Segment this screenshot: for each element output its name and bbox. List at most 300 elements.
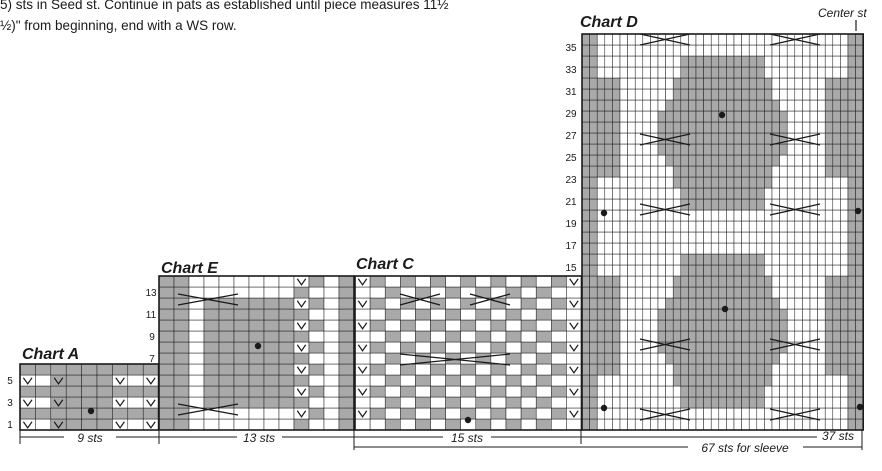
grid-cell: [764, 34, 772, 45]
grid-cell: [143, 364, 158, 375]
grid-cell: [681, 188, 689, 199]
grid-cell: [324, 320, 339, 331]
grid-cell: [385, 419, 400, 430]
grid-cell: [339, 287, 354, 298]
grid-cell: [742, 364, 750, 375]
grid-cell: [189, 331, 204, 342]
grid-cell: [704, 45, 712, 56]
grid-cell: [355, 287, 370, 298]
grid-cell: [833, 342, 841, 353]
grid-cell: [810, 397, 818, 408]
grid-cell: [780, 100, 788, 111]
grid-cell: [628, 298, 636, 309]
grid-cell: [757, 100, 765, 111]
grid-cell: [461, 331, 476, 342]
grid-cell: [597, 111, 605, 122]
grid-cell: [612, 177, 620, 188]
grid-cell: [757, 89, 765, 100]
grid-cell: [643, 276, 651, 287]
grid-cell: [658, 100, 666, 111]
grid-cell: [385, 386, 400, 397]
grid-cell: [204, 276, 219, 287]
grid-cell: [802, 331, 810, 342]
grid-cell: [757, 353, 765, 364]
grid-cell: [461, 309, 476, 320]
grid-cell: [415, 419, 430, 430]
grid-cell: [726, 254, 734, 265]
grid-cell: [189, 364, 204, 375]
grid-cell: [818, 386, 826, 397]
grid-cell: [726, 111, 734, 122]
row-number: 5: [7, 376, 13, 387]
grid-cell: [385, 298, 400, 309]
grid-cell: [590, 386, 598, 397]
grid-cell: [635, 397, 643, 408]
grid-cell: [370, 419, 385, 430]
grid-cell: [279, 287, 294, 298]
grid-cell: [802, 122, 810, 133]
grid-cell: [385, 375, 400, 386]
grid-cell: [551, 364, 566, 375]
grid-cell: [764, 78, 772, 89]
grid-cell: [339, 386, 354, 397]
grid-cell: [795, 375, 803, 386]
grid-cell: [711, 353, 719, 364]
grid-cell: [385, 397, 400, 408]
grid-cell: [787, 100, 795, 111]
grid-cell: [174, 309, 189, 320]
grid-cell: [400, 309, 415, 320]
grid-cell: [385, 309, 400, 320]
grid-cell: [810, 122, 818, 133]
grid-cell: [772, 155, 780, 166]
grid-cell: [635, 364, 643, 375]
grid-cell: [787, 331, 795, 342]
grid-cell: [711, 122, 719, 133]
grid-cell: [688, 111, 696, 122]
grid-cell: [764, 111, 772, 122]
grid-cell: [97, 375, 112, 386]
grid-cell: [204, 364, 219, 375]
grid-cell: [734, 67, 742, 78]
grid-cell: [628, 144, 636, 155]
grid-cell: [628, 34, 636, 45]
grid-cell: [174, 287, 189, 298]
grid-cell: [590, 155, 598, 166]
grid-cell: [658, 320, 666, 331]
grid-cell: [582, 298, 590, 309]
grid-cell: [688, 287, 696, 298]
grid-cell: [795, 221, 803, 232]
grid-cell: [764, 188, 772, 199]
grid-cell: [628, 254, 636, 265]
grid-cell: [590, 320, 598, 331]
grid-cell: [818, 265, 826, 276]
grid-cell: [833, 34, 841, 45]
grid-cell: [234, 397, 249, 408]
grid-cell: [324, 419, 339, 430]
grid-cell: [666, 265, 674, 276]
grid-cell: [688, 364, 696, 375]
grid-cell: [605, 342, 613, 353]
grid-cell: [734, 265, 742, 276]
grid-cell: [749, 419, 757, 430]
grid-cell: [856, 100, 864, 111]
grid-cell: [825, 254, 833, 265]
grid-cell: [711, 331, 719, 342]
grid-cell: [825, 111, 833, 122]
grid-cell: [635, 221, 643, 232]
grid-cell: [719, 133, 727, 144]
grid-cell: [688, 419, 696, 430]
grid-cell: [673, 331, 681, 342]
grid-cell: [370, 408, 385, 419]
grid-cell: [521, 331, 536, 342]
grid-cell: [856, 265, 864, 276]
grid-cell: [189, 353, 204, 364]
grid-cell: [673, 144, 681, 155]
grid-cell: [726, 34, 734, 45]
grid-cell: [551, 309, 566, 320]
grid-cell: [772, 210, 780, 221]
grid-cell: [825, 144, 833, 155]
grid-cell: [204, 386, 219, 397]
grid-cell: [643, 386, 651, 397]
grid-cell: [309, 298, 324, 309]
grid-cell: [734, 254, 742, 265]
grid-cell: [415, 331, 430, 342]
grid-cell: [704, 177, 712, 188]
grid-cell: [536, 419, 551, 430]
grid-cell: [597, 353, 605, 364]
grid-cell: [582, 287, 590, 298]
grid-cell: [840, 265, 848, 276]
grid-cell: [658, 67, 666, 78]
grid-cell: [431, 408, 446, 419]
grid-cell: [66, 364, 81, 375]
grid-cell: [415, 342, 430, 353]
grid-cell: [810, 298, 818, 309]
grid-cell: [249, 320, 264, 331]
grid-cell: [128, 364, 143, 375]
grid-cell: [696, 276, 704, 287]
grid-cell: [339, 309, 354, 320]
grid-cell: [848, 309, 856, 320]
grid-cell: [159, 331, 174, 342]
grid-cell: [635, 353, 643, 364]
grid-cell: [726, 45, 734, 56]
grid-cell: [833, 243, 841, 254]
grid-cell: [582, 309, 590, 320]
chart-e-title: Chart E: [161, 260, 218, 277]
row-number: 13: [145, 288, 157, 299]
grid-cell: [590, 331, 598, 342]
grid-cell: [780, 298, 788, 309]
grid-cell: [726, 287, 734, 298]
grid-cell: [802, 232, 810, 243]
grid-cell: [742, 34, 750, 45]
grid-cell: [174, 342, 189, 353]
grid-cell: [726, 276, 734, 287]
grid-cell: [612, 254, 620, 265]
grid-cell: [742, 342, 750, 353]
grid-cell: [309, 375, 324, 386]
grid-cell: [848, 232, 856, 243]
grid-cell: [597, 265, 605, 276]
grid-cell: [848, 386, 856, 397]
grid-cell: [688, 232, 696, 243]
grid-cell: [848, 397, 856, 408]
grid-cell: [635, 100, 643, 111]
grid-cell: [825, 122, 833, 133]
grid-cell: [264, 320, 279, 331]
grid-cell: [802, 386, 810, 397]
grid-cell: [35, 397, 50, 408]
grid-cell: [856, 276, 864, 287]
grid-cell: [521, 408, 536, 419]
grid-cell: [711, 34, 719, 45]
grid-cell: [787, 375, 795, 386]
grid-cell: [848, 45, 856, 56]
grid-cell: [681, 232, 689, 243]
grid-cell: [772, 89, 780, 100]
grid-cell: [704, 287, 712, 298]
grid-cell: [833, 408, 841, 419]
grid-cell: [174, 276, 189, 287]
grid-cell: [742, 166, 750, 177]
grid-cell: [787, 144, 795, 155]
grid-cell: [566, 397, 581, 408]
grid-cell: [605, 386, 613, 397]
grid-cell: [840, 78, 848, 89]
grid-cell: [764, 265, 772, 276]
grid-cell: [635, 375, 643, 386]
grid-cell: [339, 320, 354, 331]
grid-cell: [795, 122, 803, 133]
grid-cell: [818, 144, 826, 155]
grid-cell: [726, 89, 734, 100]
grid-cell: [704, 419, 712, 430]
grid-cell: [802, 78, 810, 89]
grid-cell: [189, 342, 204, 353]
grid-cell: [681, 45, 689, 56]
grid-cell: [521, 309, 536, 320]
grid-cell: [787, 56, 795, 67]
grid-cell: [681, 89, 689, 100]
grid-cell: [742, 265, 750, 276]
grid-cell: [696, 221, 704, 232]
grid-cell: [780, 56, 788, 67]
grid-cell: [536, 353, 551, 364]
grid-cell: [673, 309, 681, 320]
grid-cell: [620, 144, 628, 155]
grid-cell: [810, 100, 818, 111]
grid-cell: [742, 397, 750, 408]
grid-cell: [506, 298, 521, 309]
grid-cell: [35, 364, 50, 375]
grid-cell: [848, 188, 856, 199]
grid-cell: [650, 375, 658, 386]
grid-cell: [848, 199, 856, 210]
grid-cell: [279, 276, 294, 287]
grid-cell: [204, 397, 219, 408]
grid-cell: [726, 221, 734, 232]
grid-cell: [658, 287, 666, 298]
grid-cell: [673, 265, 681, 276]
grid-cell: [605, 320, 613, 331]
grid-cell: [597, 386, 605, 397]
grid-cell: [339, 397, 354, 408]
grid-cell: [833, 45, 841, 56]
grid-cell: [704, 254, 712, 265]
grid-cell: [582, 408, 590, 419]
grid-cell: [582, 122, 590, 133]
grid-cell: [20, 408, 35, 419]
grid-cell: [719, 67, 727, 78]
grid-cell: [605, 254, 613, 265]
grid-cell: [620, 342, 628, 353]
grid-cell: [787, 67, 795, 78]
grid-cell: [476, 342, 491, 353]
grid-cell: [856, 320, 864, 331]
grid-cell: [696, 56, 704, 67]
grid-cell: [159, 298, 174, 309]
grid-cell: [825, 386, 833, 397]
grid-cell: [551, 375, 566, 386]
grid-cell: [605, 199, 613, 210]
grid-cell: [650, 100, 658, 111]
grid-cell: [370, 342, 385, 353]
grid-cell: [734, 408, 742, 419]
grid-cell: [219, 364, 234, 375]
grid-cell: [742, 287, 750, 298]
grid-cell: [400, 364, 415, 375]
grid-cell: [818, 100, 826, 111]
grid-cell: [787, 397, 795, 408]
grid-cell: [795, 320, 803, 331]
grid-cell: [764, 243, 772, 254]
grid-cell: [635, 34, 643, 45]
grid-cell: [324, 287, 339, 298]
grid-cell: [840, 309, 848, 320]
grid-cell: [590, 67, 598, 78]
grid-cell: [681, 210, 689, 221]
grid-cell: [491, 331, 506, 342]
grid-cell: [597, 342, 605, 353]
grid-cell: [681, 122, 689, 133]
grid-cell: [749, 221, 757, 232]
grid-cell: [385, 320, 400, 331]
grid-cell: [673, 177, 681, 188]
grid-cell: [339, 419, 354, 430]
grid-cell: [757, 254, 765, 265]
grid-cell: [742, 419, 750, 430]
grid-cell: [204, 375, 219, 386]
grid-cell: [856, 342, 864, 353]
grid-cell: [612, 100, 620, 111]
grid-cell: [848, 243, 856, 254]
grid-cell: [734, 199, 742, 210]
grid-cell: [734, 221, 742, 232]
grid-cell: [772, 56, 780, 67]
grid-cell: [825, 78, 833, 89]
grid-cell: [726, 177, 734, 188]
grid-cell: [174, 397, 189, 408]
grid-cell: [742, 331, 750, 342]
grid-cell: [719, 331, 727, 342]
grid-cell: [612, 309, 620, 320]
grid-cell: [711, 254, 719, 265]
grid-cell: [279, 331, 294, 342]
grid-cell: [279, 408, 294, 419]
grid-cell: [825, 298, 833, 309]
grid-cell: [681, 221, 689, 232]
grid-cell: [726, 331, 734, 342]
grid-cell: [818, 56, 826, 67]
grid-cell: [825, 199, 833, 210]
grid-cell: [551, 298, 566, 309]
grid-cell: [582, 67, 590, 78]
grid-cell: [673, 375, 681, 386]
grid-cell: [840, 199, 848, 210]
grid-cell: [66, 386, 81, 397]
grid-cell: [833, 155, 841, 166]
grid-cell: [833, 144, 841, 155]
grid-cell: [643, 375, 651, 386]
grid-cell: [840, 375, 848, 386]
grid-cell: [400, 419, 415, 430]
grid-cell: [643, 100, 651, 111]
grid-cell: [385, 287, 400, 298]
grid-cell: [35, 386, 50, 397]
grid-cell: [666, 122, 674, 133]
grid-cell: [802, 364, 810, 375]
grid-cell: [309, 397, 324, 408]
grid-cell: [818, 276, 826, 287]
grid-cell: [249, 353, 264, 364]
grid-cell: [309, 309, 324, 320]
grid-cell: [628, 386, 636, 397]
grid-cell: [370, 386, 385, 397]
grid-cell: [446, 386, 461, 397]
grid-cell: [650, 122, 658, 133]
grid-cell: [658, 56, 666, 67]
grid-cell: [643, 155, 651, 166]
grid-cell: [635, 298, 643, 309]
grid-cell: [234, 364, 249, 375]
grid-cell: [612, 386, 620, 397]
grid-cell: [734, 166, 742, 177]
grid-cell: [848, 34, 856, 45]
grid-cell: [204, 320, 219, 331]
grid-cell: [856, 188, 864, 199]
grid-cell: [772, 320, 780, 331]
grid-cell: [666, 419, 674, 430]
grid-cell: [97, 397, 112, 408]
grid-cell: [66, 375, 81, 386]
grid-cell: [840, 408, 848, 419]
grid-cell: [521, 375, 536, 386]
grid-cell: [757, 221, 765, 232]
grid-cell: [219, 375, 234, 386]
grid-cell: [734, 122, 742, 133]
grid-cell: [590, 144, 598, 155]
grid-cell: [612, 320, 620, 331]
grid-cell: [506, 276, 521, 287]
grid-cell: [719, 342, 727, 353]
grid-cell: [757, 309, 765, 320]
grid-cell: [650, 232, 658, 243]
